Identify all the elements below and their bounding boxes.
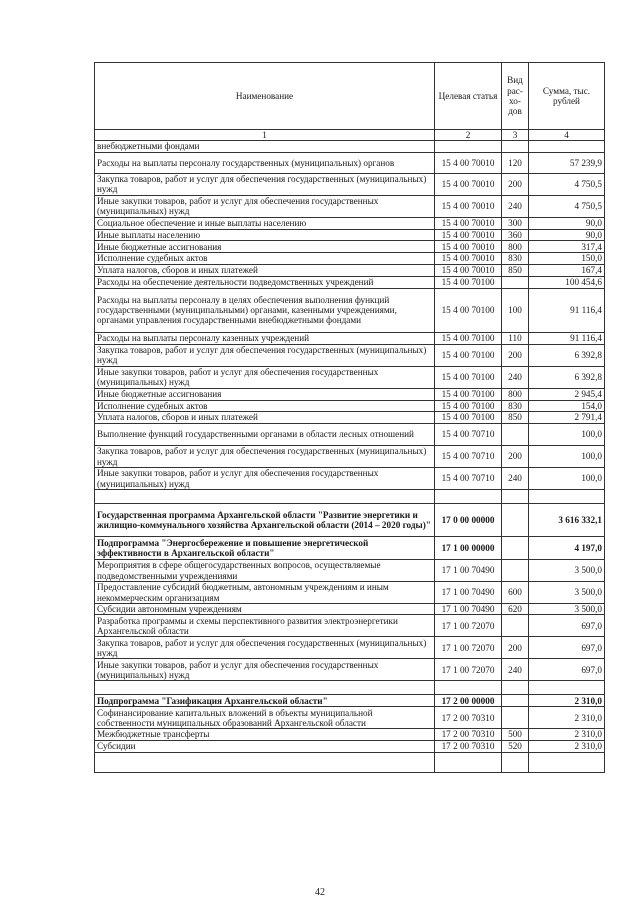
row-expense-type bbox=[502, 424, 529, 446]
row-expense-type: 100 bbox=[502, 288, 529, 332]
row-name: Субсидии bbox=[95, 740, 435, 752]
row-sum: 4 750,5 bbox=[529, 173, 605, 195]
row-name: Подпрограмма "Энергосбережение и повышение энергетической эффективности в Архангельской области" bbox=[95, 537, 435, 560]
row-sum: 3 500,0 bbox=[529, 604, 605, 615]
row-name: Уплата налогов, сборов и иных платежей bbox=[95, 264, 435, 276]
row-name: Уплата налогов, сборов и иных платежей bbox=[95, 412, 435, 424]
header-name: Наименование bbox=[95, 63, 435, 130]
row-sum: 100,0 bbox=[529, 468, 605, 490]
row-name: Социальное обеспечение и иные выплаты населению bbox=[95, 217, 435, 229]
header-expense-type: Вид рас-хо-дов bbox=[502, 63, 529, 130]
row-expense-type: 240 bbox=[502, 468, 529, 490]
row-sum: 6 392,8 bbox=[529, 366, 605, 388]
table-row bbox=[95, 615, 605, 637]
row-target-article: 15 4 00 70010 bbox=[435, 229, 502, 240]
row-expense-type bbox=[502, 537, 529, 560]
row-name bbox=[95, 681, 435, 695]
row-name: Иные бюджетные ассигнования bbox=[95, 241, 435, 253]
row-sum: 57 239,9 bbox=[529, 152, 605, 173]
table-row bbox=[95, 604, 605, 615]
table-row bbox=[95, 582, 605, 604]
row-target-article: 15 4 00 70100 bbox=[435, 344, 502, 366]
table-row bbox=[95, 276, 605, 288]
row-target-article bbox=[435, 490, 502, 504]
row-target-article: 17 1 00 72070 bbox=[435, 659, 502, 681]
row-expense-type: 120 bbox=[502, 152, 529, 173]
table-body bbox=[95, 141, 605, 772]
row-target-article: 15 4 00 70010 bbox=[435, 264, 502, 276]
row-sum bbox=[529, 681, 605, 695]
table-row bbox=[95, 659, 605, 681]
table-row bbox=[95, 332, 605, 344]
table-row bbox=[95, 141, 605, 152]
row-name: Закупка товаров, работ и услуг для обеспечения государственных (муниципальных) нужд bbox=[95, 637, 435, 659]
row-target-article: 17 2 00 00000 bbox=[435, 695, 502, 707]
row-expense-type bbox=[502, 504, 529, 537]
row-expense-type: 200 bbox=[502, 344, 529, 366]
row-sum: 697,0 bbox=[529, 637, 605, 659]
header-sum: Сумма, тыс. рублей bbox=[529, 63, 605, 130]
row-target-article: 15 4 00 70710 bbox=[435, 446, 502, 468]
row-sum: 317,4 bbox=[529, 241, 605, 253]
row-expense-type: 600 bbox=[502, 582, 529, 604]
page-number: 42 bbox=[315, 887, 325, 898]
blank-row bbox=[95, 681, 605, 695]
row-target-article: 17 2 00 70310 bbox=[435, 707, 502, 729]
row-sum: 4 750,5 bbox=[529, 195, 605, 217]
table-row bbox=[95, 288, 605, 332]
row-expense-type: 360 bbox=[502, 229, 529, 240]
table-row bbox=[95, 400, 605, 411]
row-name: Субсидии автономным учреждениям bbox=[95, 604, 435, 615]
row-name: внебюджетными фондами bbox=[95, 141, 435, 152]
row-name: Межбюджетные трансферты bbox=[95, 729, 435, 740]
row-target-article: 17 1 00 70490 bbox=[435, 582, 502, 604]
row-sum: 91 116,4 bbox=[529, 288, 605, 332]
row-name: Иные закупки товаров, работ и услуг для обеспечения государственных (муниципальных) нужд bbox=[95, 366, 435, 388]
row-name: Иные выплаты населению bbox=[95, 229, 435, 240]
row-expense-type: 240 bbox=[502, 195, 529, 217]
row-target-article bbox=[435, 141, 502, 152]
table-row bbox=[95, 504, 605, 537]
table-row bbox=[95, 217, 605, 229]
row-sum: 3 500,0 bbox=[529, 560, 605, 582]
row-target-article: 15 4 00 70010 bbox=[435, 241, 502, 253]
row-target-article: 15 4 00 70710 bbox=[435, 424, 502, 446]
row-expense-type: 830 bbox=[502, 253, 529, 264]
row-expense-type: 830 bbox=[502, 400, 529, 411]
row-name: Исполнение судебных актов bbox=[95, 400, 435, 411]
row-expense-type: 800 bbox=[502, 388, 529, 400]
row-name: Иные закупки товаров, работ и услуг для обеспечения государственных (муниципальных) нужд bbox=[95, 659, 435, 681]
table-row bbox=[95, 388, 605, 400]
row-name: Иные бюджетные ассигнования bbox=[95, 388, 435, 400]
row-sum: 3 500,0 bbox=[529, 582, 605, 604]
row-expense-type bbox=[502, 615, 529, 637]
row-target-article: 15 4 00 70100 bbox=[435, 400, 502, 411]
table-header-row bbox=[95, 63, 605, 130]
blank-row bbox=[95, 490, 605, 504]
row-expense-type: 240 bbox=[502, 659, 529, 681]
row-expense-type bbox=[502, 695, 529, 707]
row-sum: 6 392,8 bbox=[529, 344, 605, 366]
row-sum: 697,0 bbox=[529, 659, 605, 681]
row-target-article: 17 2 00 70310 bbox=[435, 740, 502, 752]
table-row bbox=[95, 740, 605, 752]
row-expense-type: 800 bbox=[502, 241, 529, 253]
blank-row bbox=[95, 752, 605, 772]
row-expense-type bbox=[502, 560, 529, 582]
table-row bbox=[95, 344, 605, 366]
row-sum bbox=[529, 752, 605, 772]
row-name: Исполнение судебных актов bbox=[95, 253, 435, 264]
row-target-article: 15 4 00 70010 bbox=[435, 195, 502, 217]
row-sum: 154,0 bbox=[529, 400, 605, 411]
table-row bbox=[95, 264, 605, 276]
table-row bbox=[95, 229, 605, 240]
row-target-article: 17 1 00 70490 bbox=[435, 604, 502, 615]
row-expense-type bbox=[502, 141, 529, 152]
colnum-4: 4 bbox=[529, 130, 605, 141]
row-target-article: 15 4 00 70010 bbox=[435, 253, 502, 264]
row-sum: 2 945,4 bbox=[529, 388, 605, 400]
row-sum: 91 116,4 bbox=[529, 332, 605, 344]
row-target-article: 17 2 00 70310 bbox=[435, 729, 502, 740]
row-name: Иные закупки товаров, работ и услуг для обеспечения государственных (муниципальных) нужд bbox=[95, 195, 435, 217]
row-name: Предоставление субсидий бюджетным, автономным учреждениям и иным некоммерческим организациям bbox=[95, 582, 435, 604]
row-target-article: 15 4 00 70100 bbox=[435, 332, 502, 344]
row-expense-type bbox=[502, 490, 529, 504]
row-target-article: 15 4 00 70100 bbox=[435, 412, 502, 424]
table-row bbox=[95, 152, 605, 173]
table-row bbox=[95, 695, 605, 707]
row-expense-type bbox=[502, 752, 529, 772]
row-target-article: 17 1 00 72070 bbox=[435, 637, 502, 659]
colnum-3: 3 bbox=[502, 130, 529, 141]
row-name: Подпрограмма "Газификация Архангельской области" bbox=[95, 695, 435, 707]
row-target-article: 17 1 00 72070 bbox=[435, 615, 502, 637]
row-name: Закупка товаров, работ и услуг для обеспечения государственных (муниципальных) нужд bbox=[95, 344, 435, 366]
row-expense-type: 240 bbox=[502, 366, 529, 388]
row-name: Софинансирование капитальных вложений в объекты муниципальной собственности муниципальных образований Архангельской области bbox=[95, 707, 435, 729]
row-target-article bbox=[435, 752, 502, 772]
row-target-article: 15 4 00 70010 bbox=[435, 217, 502, 229]
row-name: Иные закупки товаров, работ и услуг для обеспечения государственных (муниципальных) нужд bbox=[95, 468, 435, 490]
row-sum: 100 454,6 bbox=[529, 276, 605, 288]
table-row bbox=[95, 412, 605, 424]
row-target-article: 17 1 00 00000 bbox=[435, 537, 502, 560]
table-row bbox=[95, 366, 605, 388]
row-target-article: 15 4 00 70100 bbox=[435, 276, 502, 288]
row-name: Закупка товаров, работ и услуг для обеспечения государственных (муниципальных) нужд bbox=[95, 173, 435, 195]
row-name: Мероприятия в сфере общегосударственных вопросов, осуществляемые подведомственными учреждениями bbox=[95, 560, 435, 582]
row-sum: 2 310,0 bbox=[529, 740, 605, 752]
budget-table-page bbox=[94, 62, 604, 773]
row-expense-type: 850 bbox=[502, 412, 529, 424]
row-sum: 3 616 332,1 bbox=[529, 504, 605, 537]
row-name: Выполнение функций государственными органами в области лесных отношений bbox=[95, 424, 435, 446]
row-expense-type bbox=[502, 681, 529, 695]
row-expense-type: 200 bbox=[502, 637, 529, 659]
table-row bbox=[95, 729, 605, 740]
row-sum: 697,0 bbox=[529, 615, 605, 637]
row-sum: 2 310,0 bbox=[529, 707, 605, 729]
table-row bbox=[95, 253, 605, 264]
row-name: Расходы на обеспечение деятельности подведомственных учреждений bbox=[95, 276, 435, 288]
table-row bbox=[95, 468, 605, 490]
row-sum: 4 197,0 bbox=[529, 537, 605, 560]
row-expense-type: 300 bbox=[502, 217, 529, 229]
row-name: Расходы на выплаты персоналу государственных (муниципальных) органов bbox=[95, 152, 435, 173]
row-sum: 150,0 bbox=[529, 253, 605, 264]
table-row bbox=[95, 560, 605, 582]
row-name: Государственная программа Архангельской области "Развитие энергетики и жилищно-коммунального хозяйства Архангельской области (2014 – 2020 годы)" bbox=[95, 504, 435, 537]
table-row bbox=[95, 707, 605, 729]
colnum-1: 1 bbox=[95, 130, 435, 141]
row-target-article bbox=[435, 681, 502, 695]
row-sum: 2 310,0 bbox=[529, 729, 605, 740]
column-number-row bbox=[95, 130, 605, 141]
row-sum: 167,4 bbox=[529, 264, 605, 276]
header-target-article: Целевая статья bbox=[435, 63, 502, 130]
row-name: Расходы на выплаты персоналу казенных учреждений bbox=[95, 332, 435, 344]
row-sum bbox=[529, 490, 605, 504]
row-target-article: 15 4 00 70100 bbox=[435, 288, 502, 332]
row-expense-type: 850 bbox=[502, 264, 529, 276]
row-target-article: 17 0 00 00000 bbox=[435, 504, 502, 537]
row-expense-type: 110 bbox=[502, 332, 529, 344]
table-row bbox=[95, 195, 605, 217]
table-row bbox=[95, 173, 605, 195]
row-expense-type bbox=[502, 276, 529, 288]
row-sum: 2 791,4 bbox=[529, 412, 605, 424]
row-name: Разработка программы и схемы перспективного развития электроэнергетики Архангельской области bbox=[95, 615, 435, 637]
row-target-article: 15 4 00 70010 bbox=[435, 173, 502, 195]
row-sum: 2 310,0 bbox=[529, 695, 605, 707]
row-target-article: 15 4 00 70100 bbox=[435, 388, 502, 400]
row-expense-type bbox=[502, 707, 529, 729]
table-row bbox=[95, 637, 605, 659]
row-name: Расходы на выплаты персоналу в целях обеспечения выполнения функций государственными (муниципальными) органами, казенными учреждениями, органами управления государственными внебюджетными фондами bbox=[95, 288, 435, 332]
row-name: Закупка товаров, работ и услуг для обеспечения государственных (муниципальных) нужд bbox=[95, 446, 435, 468]
colnum-2: 2 bbox=[435, 130, 502, 141]
row-expense-type: 200 bbox=[502, 173, 529, 195]
row-target-article: 17 1 00 70490 bbox=[435, 560, 502, 582]
table-row bbox=[95, 424, 605, 446]
row-name bbox=[95, 490, 435, 504]
table-row bbox=[95, 446, 605, 468]
row-sum: 90,0 bbox=[529, 229, 605, 240]
row-expense-type: 520 bbox=[502, 740, 529, 752]
row-expense-type: 200 bbox=[502, 446, 529, 468]
row-target-article: 15 4 00 70010 bbox=[435, 152, 502, 173]
row-expense-type: 500 bbox=[502, 729, 529, 740]
row-name bbox=[95, 752, 435, 772]
row-sum: 100,0 bbox=[529, 446, 605, 468]
budget-table bbox=[94, 62, 605, 773]
row-sum bbox=[529, 141, 605, 152]
table-row bbox=[95, 241, 605, 253]
table-row bbox=[95, 537, 605, 560]
row-target-article: 15 4 00 70710 bbox=[435, 468, 502, 490]
row-expense-type: 620 bbox=[502, 604, 529, 615]
row-target-article: 15 4 00 70100 bbox=[435, 366, 502, 388]
row-sum: 100,0 bbox=[529, 424, 605, 446]
row-sum: 90,0 bbox=[529, 217, 605, 229]
